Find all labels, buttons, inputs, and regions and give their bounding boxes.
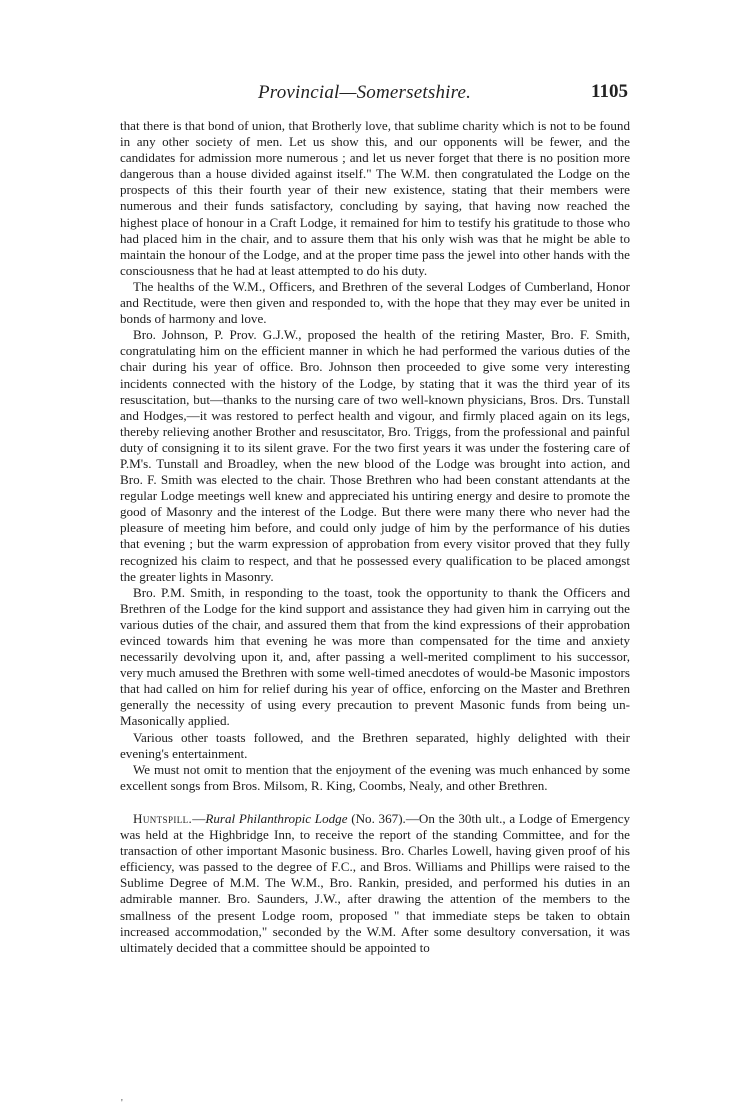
place-name: Huntspill. [133, 810, 193, 826]
page-number: 1105 [591, 81, 628, 102]
paragraph-3: Bro. Johnson, P. Prov. G.J.W., proposed the health of the retiring Master, Bro. F. Smith, congratulating him on the efficient manner in which he had performed the various duties of the chair during his year of office. Bro. Johnson then proceeded to give some very interesting incidents connected with the history of the Lodge, by stating that it was the third year of its resuscitation, but—thanks to the nursing care of two well-known physicians, Bros. Drs. Tunstall and Hodges,—it was restored to perfect health and vigour, and firmly placed again on its legs, thereby relieving another Brother and resuscitator, Bro. Triggs, from the professional and painful duty of consigning it to its silent grave. For the two first years it was under the fostering care of P.M's. Tunstall and Broadley, when the new blood of the Lodge was brought into action, and Bro. F. Smith was elected to the chair. Those Brethren who had been constant attendants at the regular Lodge meetings well knew and appreciated his untiring energy and desire to promote the good of Masonry and the interest of the Lodge. But there were many there who never had the pleasure of meeting him before, and could only judge of him by the performance of his duties that evening ; but the warm expression of approbation from every visitor proved that they fully recognized his claim to respect, and that he possessed every qualification to be placed amongst the greater lights in Masonry. [120, 327, 630, 584]
paragraph-7-text: (No. 367).—On the 30th ult., a Lodge of Emergency was held at the Highbridge Inn, to receive the report of the standing Committee, and for the transaction of other important Masonic business. Bro. Charles Lowell, having given proof of his efficiency, was passed to the degree of F.C., and Bros. Williams and Phillips were raised to the Sublime Degree of M.M. The W.M., Bro. Rankin, presided, and performed his duties in an admirable manner. Bro. Saunders, J.W., after drawing the attention of the members to the smallness of the present Lodge room, proposed " that immediate steps be taken to obtain increased accommodation," seconded by the W.M. After some desultory conversation, it was ultimately decided that a committee should be appointed to [120, 810, 630, 955]
running-header [118, 82, 630, 106]
paragraph-5: Various other toasts followed, and the Brethren separated, highly delighted with their evening's entertainment. [120, 729, 630, 761]
paragraph-1: that there is that bond of union, that Brotherly love, that sublime charity which is not to be found in any other society of men. Let us show this, and our opponents will be fewer, and the candidates for admission more numerous ; and let us never forget that there is no position more dangerous than a house divided against itself." The W.M. then congratulated the Lodge on the prospects of this their fourth year of their new existence, stating that their members were numerous and their funds satisfactory, concluding by saying, that having now reached the highest place of honour in a Craft Lodge, it remained for him to testify his gratitude to those who had placed him in the chair, and to assure them that his only wish was that he might be able to maintain the honour of the Lodge, and at the proper time pass the jewel into other hands with the consciousness that he had at least attempted to do his duty. [120, 118, 630, 278]
lodge-name: Rural Philanthropic Lodge [205, 810, 348, 826]
article-body [120, 118, 630, 956]
paragraph-2: The healths of the W.M., Officers, and Brethren of the several Lodges of Cumberland, Honor and Rectitude, were then given and responded to, with the hope that they may ever be united in bonds of harmony and love. [120, 278, 630, 327]
paragraph-4: Bro. P.M. Smith, in responding to the toast, took the opportunity to thank the Officers and Brethren of the Lodge for the kind support and assistance they had given him in carrying out the various duties of the chair, and assured them that from the kind expressions of their approbation evinced towards him that evening he was more than compensated for the time and anxiety necessarily devolving upon it, and, after passing a well-merited compliment to his successor, very much amused the Brethren with some well-timed anecdotes of would-be Masonic impostors that had called on him for relief during his year of office, enforcing on the Master and Brethren generally the necessity of using every precaution to prevent Masonic funds from being un-Masonically applied. [120, 584, 630, 729]
paragraph-7: Huntspill.—Rural Philanthropic Lodge (No. 367).—On the 30th ult., a Lodge of Emergency was held at the Highbridge Inn, to receive the report of the standing Committee, and for the transaction of other important Masonic business. Bro. Charles Lowell, having given proof of his efficiency, was passed to the degree of F.C., and Bros. Williams and Phillips were raised to the Sublime Degree of M.M. The W.M., Bro. Rankin, presided, and performed his duties in an admirable manner. Bro. Saunders, J.W., after drawing the attention of the members to the smallness of the present Lodge room, proposed " that immediate steps be taken to obtain increased accommodation," seconded by the W.M. After some desultory conversation, it was ultimately decided that a committee should be appointed to [120, 810, 630, 955]
paragraph-6: We must not omit to mention that the enjoyment of the evening was much enhanced by some excellent songs from Bros. Milsom, R. King, Coombs, Nealy, and other Brethren. [120, 761, 630, 793]
running-title: Provincial—Somersetshire. [258, 82, 472, 103]
footer-mark: ' [121, 1098, 123, 1109]
